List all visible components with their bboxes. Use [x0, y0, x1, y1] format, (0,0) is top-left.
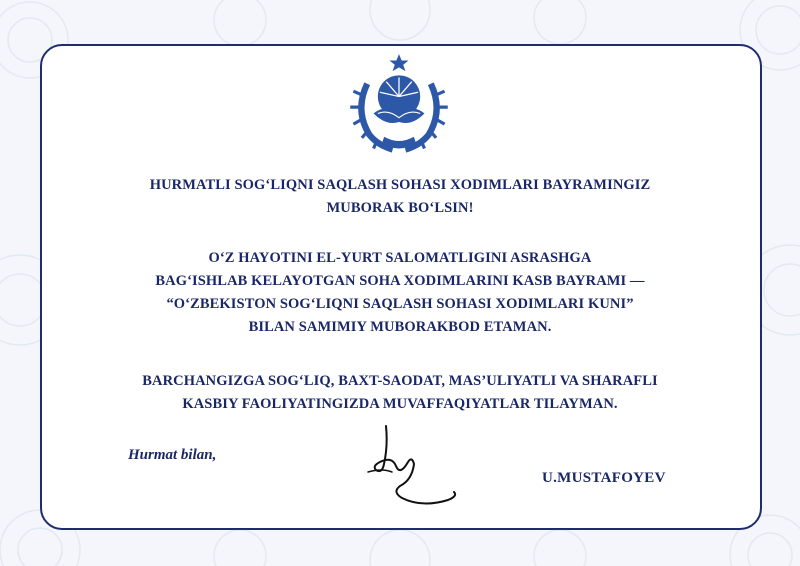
body-line: BAG‘ISHLAB KELAYOTGAN SOHA XODIMLARINI KASB BAYRAMI —: [155, 273, 645, 289]
greeting-heading: [60, 174, 740, 220]
body-line: “O‘ZBEKISTON SOG‘LIQNI SAQLASH SOHASI XODIMLARI KUNI”: [166, 296, 634, 312]
body-line: BILAN SAMIMIY MUBORAKBOD ETAMAN.: [248, 319, 552, 335]
wishes-paragraph: [60, 370, 740, 416]
state-emblem-icon: [346, 52, 452, 158]
body-paragraph: [60, 247, 740, 339]
signer-name: U.MUSTAFOYEV: [542, 470, 666, 486]
signature-icon: [362, 422, 462, 508]
greeting-line: HURMATLI SOG‘LIQNI SAQLASH SOHASI XODIMLARI BAYRAMINGIZ: [149, 177, 651, 193]
greeting-line: MUBORAK BO‘LSIN!: [326, 200, 474, 216]
wishes-line: KASBIY FAOLIYATINGIZDA MUVAFFAQIYATLAR TILAYMAN.: [182, 396, 618, 412]
wishes-line: BARCHANGIZGA SOG‘LIQ, BAXT-SAODAT, MAS’ULIYATLI VA SHARAFLI: [142, 373, 658, 389]
closing-phrase: Hurmat bilan,: [128, 447, 217, 463]
body-line: O‘Z HAYOTINI EL-YURT SALOMATLIGINI ASRASHGA: [208, 250, 592, 266]
